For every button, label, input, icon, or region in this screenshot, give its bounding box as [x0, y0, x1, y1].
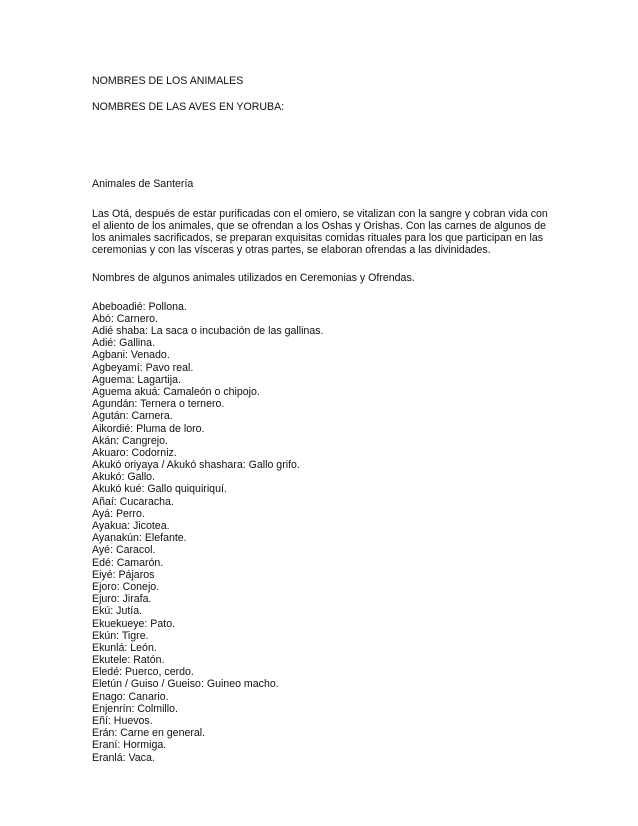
list-item: Ekún: Tigre.	[92, 629, 149, 642]
list-item: Ekutele: Ratón.	[92, 654, 165, 667]
list-item: Ayanakún: Elefante.	[92, 532, 187, 545]
list-item: Enago: Canario.	[92, 690, 169, 703]
list-item: Akuaro: Codorniz.	[92, 446, 177, 459]
list-item: Ekú: Jutía.	[92, 605, 143, 618]
list-intro: Nombres de algunos animales utilizados en Ceremonias y Ofrendas.	[92, 272, 415, 285]
animal-list	[92, 301, 552, 764]
list-item: Ayakua: Jicotea.	[92, 520, 170, 532]
list-item: Ekuekueye: Pato.	[92, 617, 176, 630]
intro-paragraph: Las Otá, después de estar purificadas con el omiero, se vitalizan con la sangre y cobran vida con el aliento de los animales, que se ofrendan a los Oshas y Orishas. Con las carnes de algunos de los animales sacrificados, se preparan exquisitas comidas rituales para los que participan en las ceremonias y con las vísceras y otras partes, se elaboran ofrendas a las divinidades.	[92, 207, 548, 257]
document-title: NOMBRES DE LOS ANIMALES	[92, 75, 244, 87]
list-item: Akukó oriyaya / Akukó shashara: Gallo grifo.	[92, 459, 300, 472]
list-item: Eraní: Hormiga.	[92, 739, 167, 752]
list-item: Eletún / Guiso / Gueiso: Guineo macho.	[92, 678, 279, 691]
list-item: Adié shaba: La saca o incubación de las gallinas.	[92, 325, 324, 337]
list-item: Abeboadié: Pollona.	[92, 300, 187, 313]
list-item: Añaí: Cucaracha.	[92, 495, 174, 508]
list-item: Ejoro: Conejo.	[92, 580, 160, 593]
list-item: Adié: Gallina.	[92, 337, 156, 350]
list-item: Ayá: Perro.	[92, 507, 145, 520]
list-item: Eiyé: Pájaros	[92, 568, 155, 581]
list-item: Agbani: Venado.	[92, 349, 170, 362]
list-item: Aguema akuá: Camaleón o chipojo.	[92, 385, 260, 398]
list-item: Agundán: Ternera o ternero.	[92, 398, 225, 411]
list-item: Akukó: Gallo.	[92, 471, 156, 484]
list-item: Agbeyamí: Pavo real.	[92, 361, 194, 374]
list-item: Aguema: Lagartija.	[92, 373, 181, 386]
document-subtitle: NOMBRES DE LAS AVES EN YORUBA:	[92, 101, 285, 114]
list-item: Ayé: Caracol.	[92, 544, 156, 557]
list-item: Akukó kué: Gallo quiquiriquí.	[92, 483, 227, 496]
list-item: Aikordié: Pluma de loro.	[92, 422, 205, 435]
list-item: Ekunlá: León.	[92, 641, 157, 654]
list-item: Ejuro: Jirafa.	[92, 593, 152, 606]
list-item: Eledé: Puerco, cerdo.	[92, 666, 194, 679]
list-item: Agután: Carnera.	[92, 410, 173, 423]
list-item: Erán: Carne en general.	[92, 727, 206, 740]
list-item: Edé: Camarón.	[92, 556, 164, 569]
list-item: Eñí: Huevos.	[92, 715, 153, 727]
list-item: Akán: Cangrejo.	[92, 434, 168, 447]
list-item: Abó: Carnero.	[92, 312, 158, 325]
list-item: Enjenrín: Colmillo.	[92, 702, 178, 715]
document-body	[92, 75, 552, 764]
list-item: Eranlá: Vaca.	[92, 751, 155, 764]
section-title: Animales de Santería	[92, 178, 194, 191]
